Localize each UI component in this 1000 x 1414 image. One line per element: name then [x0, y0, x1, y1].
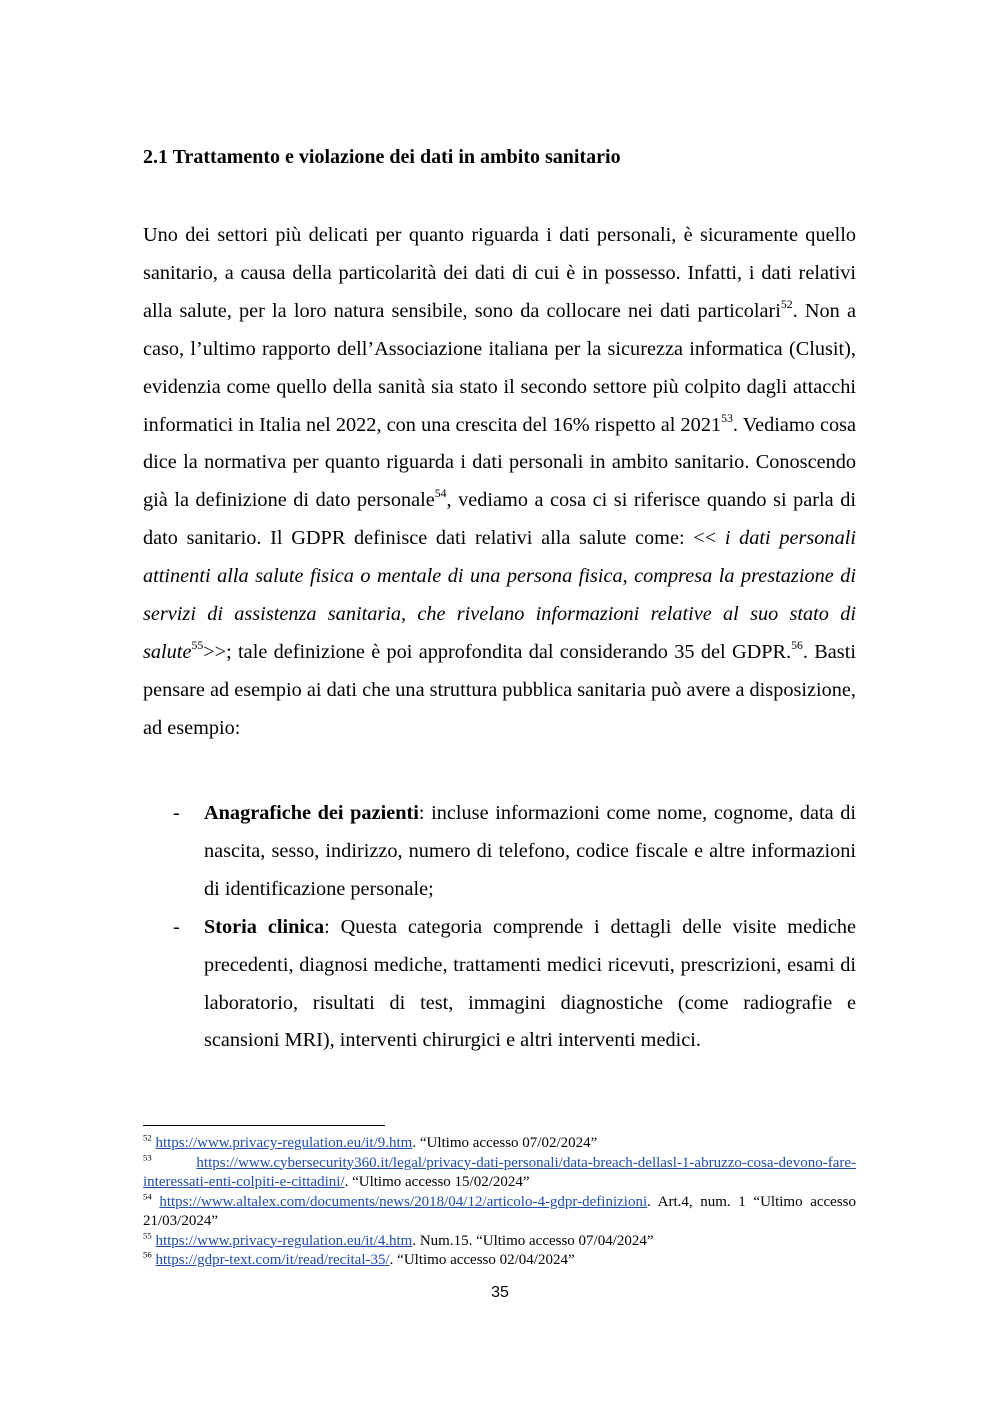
paragraph-text: . Vediamo cosa dice la normativa per quanto riguarda i dati personali in ambito sanitario. Conoscendo già la definizione di dato personale: [143, 413, 856, 512]
footnote-link[interactable]: https://www.privacy-regulation.eu/it/4.htm: [155, 1232, 413, 1249]
footnote-number: 55: [143, 1229, 152, 1240]
footnote-text: . Art.4, num. 1 “Ultimo accesso 21/03/2024”: [143, 1193, 856, 1229]
footnote-ref-55[interactable]: 55: [191, 639, 204, 653]
bullet-text: : incluse informazioni come nome, cognome, data di nascita, sesso, indirizzo, numero di telefono, codice fiscale e altre informazioni di identificazione personale;: [204, 802, 856, 900]
bullet-dash: -: [173, 802, 180, 824]
bullet-list: [143, 795, 856, 1060]
paragraph-text: , vediamo a cosa ci si riferisce quando si parla di dato sanitario. Il GDPR definisce dati relativi alla salute come: <<: [143, 489, 856, 550]
gdpr-quote: i dati personali attinenti alla salute fisica o mentale di una persona fisica, compresa la prestazione di servizi di assistenza sanitaria, che rivelano informazioni relative al suo stato di salute: [143, 527, 856, 663]
footnote-text: . “Ultimo accesso 02/04/2024”: [389, 1252, 575, 1268]
bullet-dash: -: [173, 915, 180, 938]
footnote-ref-53[interactable]: 53: [721, 411, 733, 425]
footnote-53: [143, 1151, 856, 1193]
footnote-55: [143, 1229, 856, 1252]
body-paragraph: [143, 217, 856, 748]
footnote-link[interactable]: https://www.privacy-regulation.eu/it/9.htm: [155, 1135, 413, 1151]
footnote-56: [143, 1251, 856, 1271]
footnote-54: [143, 1190, 856, 1232]
footnote-number: 54: [143, 1190, 152, 1201]
footnote-52: [143, 1134, 856, 1154]
bullet-text: : Questa categoria comprende i dettagli delle visite mediche precedenti, diagnosi mediche, trattamenti medici ricevuti, prescrizioni, esami di laboratorio, risultati di test, immagini diagnostiche (come radiografie e scansioni MRI), interventi chirurgici e altri interventi medici.: [204, 915, 856, 1052]
footnote-ref-56[interactable]: 56: [791, 639, 803, 653]
footnote-separator: [143, 1125, 385, 1126]
footnote-link[interactable]: https://www.altalex.com/documents/news/2018/04/12/articolo-4-gdpr-definizioni: [159, 1193, 648, 1210]
paragraph-text: . Non a caso, l’ultimo rapporto dell’Associazione italiana per la sicurezza informatica (Clusit), evidenzia come quello della sanità sia stato il secondo settore più colpito dagli attacchi informatici in Italia nel 2022, con una crescita del 16% rispetto al 2021: [143, 299, 856, 436]
paragraph-text: Uno dei settori più delicati per quanto riguarda i dati personali, è sicuramente quello sanitario, a causa della particolarità dei dati di cui è in possesso. Infatti, i dati relativi alla salute, per la loro natura sensibile, sono da collocare nei dati particolari: [143, 224, 856, 322]
bullet-term: Storia clinica: [204, 915, 325, 938]
footnote-link[interactable]: https://www.cybersecurity360.it/legal/privacy-dati-personali/data-breach-dellasl-1-abruzzo-cosa-devono-fare-interessati-enti-colpiti-e-cittadini/: [143, 1154, 856, 1190]
list-item: [143, 909, 856, 1061]
footnote-number: 56: [143, 1249, 152, 1260]
footnote-ref-54[interactable]: 54: [434, 487, 447, 501]
footnote-text: . Num.15. “Ultimo accesso 07/04/2024”: [412, 1232, 654, 1249]
page-number: 35: [491, 1284, 509, 1301]
bullet-term: Anagrafiche dei pazienti: [204, 802, 419, 824]
section-heading: 2.1 Trattamento e violazione dei dati in ambito sanitario: [143, 146, 621, 168]
list-item: [143, 795, 856, 909]
footnote-text: . “Ultimo accesso 07/02/2024”: [412, 1135, 598, 1151]
footnote-number: 52: [143, 1132, 152, 1143]
footnote-number: 53: [143, 1151, 152, 1162]
paragraph-text: >>; tale definizione è poi approfondita dal considerando 35 del GDPR.: [203, 640, 792, 663]
footnote-link[interactable]: https://gdpr-text.com/it/read/recital-35/: [155, 1252, 390, 1268]
paragraph-text: . Basti pensare ad esempio ai dati che una struttura pubblica sanitaria può avere a disposizione, ad esempio:: [143, 640, 856, 739]
footnotes: [143, 1134, 856, 1271]
footnote-ref-52[interactable]: 52: [780, 297, 793, 311]
footnote-text: . “Ultimo accesso 15/02/2024”: [344, 1174, 530, 1190]
